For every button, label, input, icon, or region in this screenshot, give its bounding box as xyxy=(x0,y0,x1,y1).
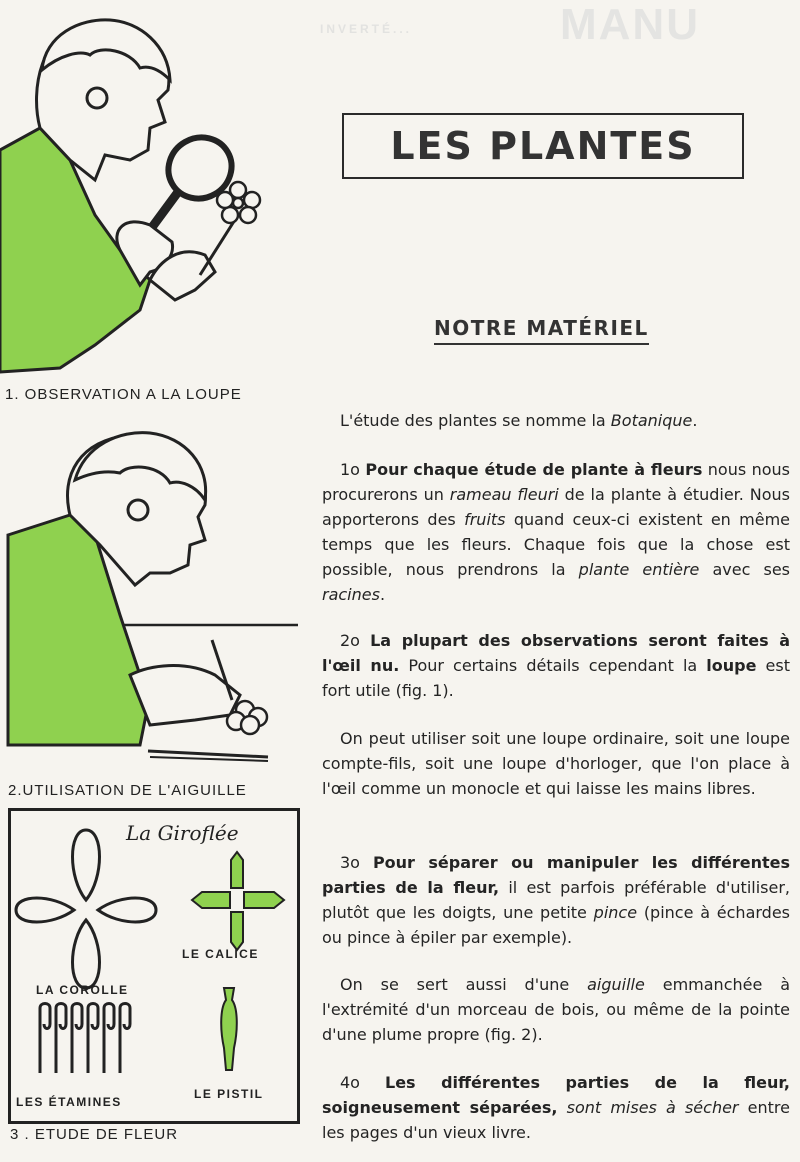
ghost-header xyxy=(320,0,800,60)
figure-3-caption: 3 . ETUDE DE FLEUR xyxy=(10,1126,179,1143)
page-title: LES PLANTES xyxy=(342,113,744,179)
paragraph-number: 2o xyxy=(340,631,371,650)
figure-3-diagram xyxy=(8,808,300,1124)
paragraph-number: 1o xyxy=(340,460,366,479)
pistil-icon xyxy=(221,988,237,1070)
figure-1-illustration xyxy=(0,10,300,380)
fig3-title: La Giroflée xyxy=(126,821,239,845)
calice-label: LE CALICE xyxy=(182,947,259,961)
corolle-label: LA COROLLE xyxy=(36,983,129,997)
section-title: NOTRE MATÉRIEL xyxy=(434,316,649,345)
ghost-header-small: INVERTÉ... xyxy=(320,22,413,36)
intro-paragraph: L'étude des plantes se nomme la Botanique. xyxy=(340,411,698,430)
pistil-label: LE PISTIL xyxy=(194,1087,264,1101)
paragraph-4: 3o Pour séparer ou manipuler les différentes parties de la fleur, il est parfois préférable d'utiliser, plutôt que les doigts, une petite pince (pince à échardes ou pince à épiler par exemple). xyxy=(322,853,791,947)
figure-2-illustration xyxy=(0,425,300,770)
corolla-petals xyxy=(16,830,156,988)
paragraph-6: 4o Les différentes parties de la fleur, soigneusement séparées, sont mises à sécher entre les pages d'un vieux livre. xyxy=(322,1073,790,1142)
calyx-sepals xyxy=(192,852,284,950)
paragraph-2: 2o La plupart des observations seront faites à l'œil nu. Pour certains détails cependant la loupe est fort utile (fig. 1). xyxy=(322,631,791,700)
figure-2-caption: 2.UTILISATION DE L'AIGUILLE xyxy=(8,782,247,799)
paragraph-5: On se sert aussi d'une aiguille emmanchée à l'extrémité d'un morceau de bois, ou même de la pointe d'une plume propre (fig. 2). xyxy=(322,975,790,1044)
figure-1-caption: 1. OBSERVATION A LA LOUPE xyxy=(5,386,242,403)
flower-stem xyxy=(200,215,238,275)
paragraph-3: On peut utiliser soit une loupe ordinaire, soit une loupe compte-fils, soit une loupe d'horloger, que l'on place à l'œil comme un monocle et qui laisse les mains libres. xyxy=(322,729,790,798)
etamines-label: LES ÉTAMINES xyxy=(16,1095,122,1109)
magnifier-handle xyxy=(150,192,178,230)
paragraph-number: 4o xyxy=(340,1073,385,1092)
stamens xyxy=(40,1004,130,1074)
ghost-header-big: MANU xyxy=(560,0,700,49)
paragraph-number: 3o xyxy=(340,853,373,872)
tweezers-icon xyxy=(148,751,268,757)
paragraph-1: 1o Pour chaque étude de plante à fleurs nous nous procurerons un rameau fleuri de la plante à étudier. Nous apporterons des fruits quand ceux-ci existent en même temps que les fleurs. Chaque fois que la chose est possible, nous prendrons la plante entière avec ses racines. xyxy=(322,460,791,604)
